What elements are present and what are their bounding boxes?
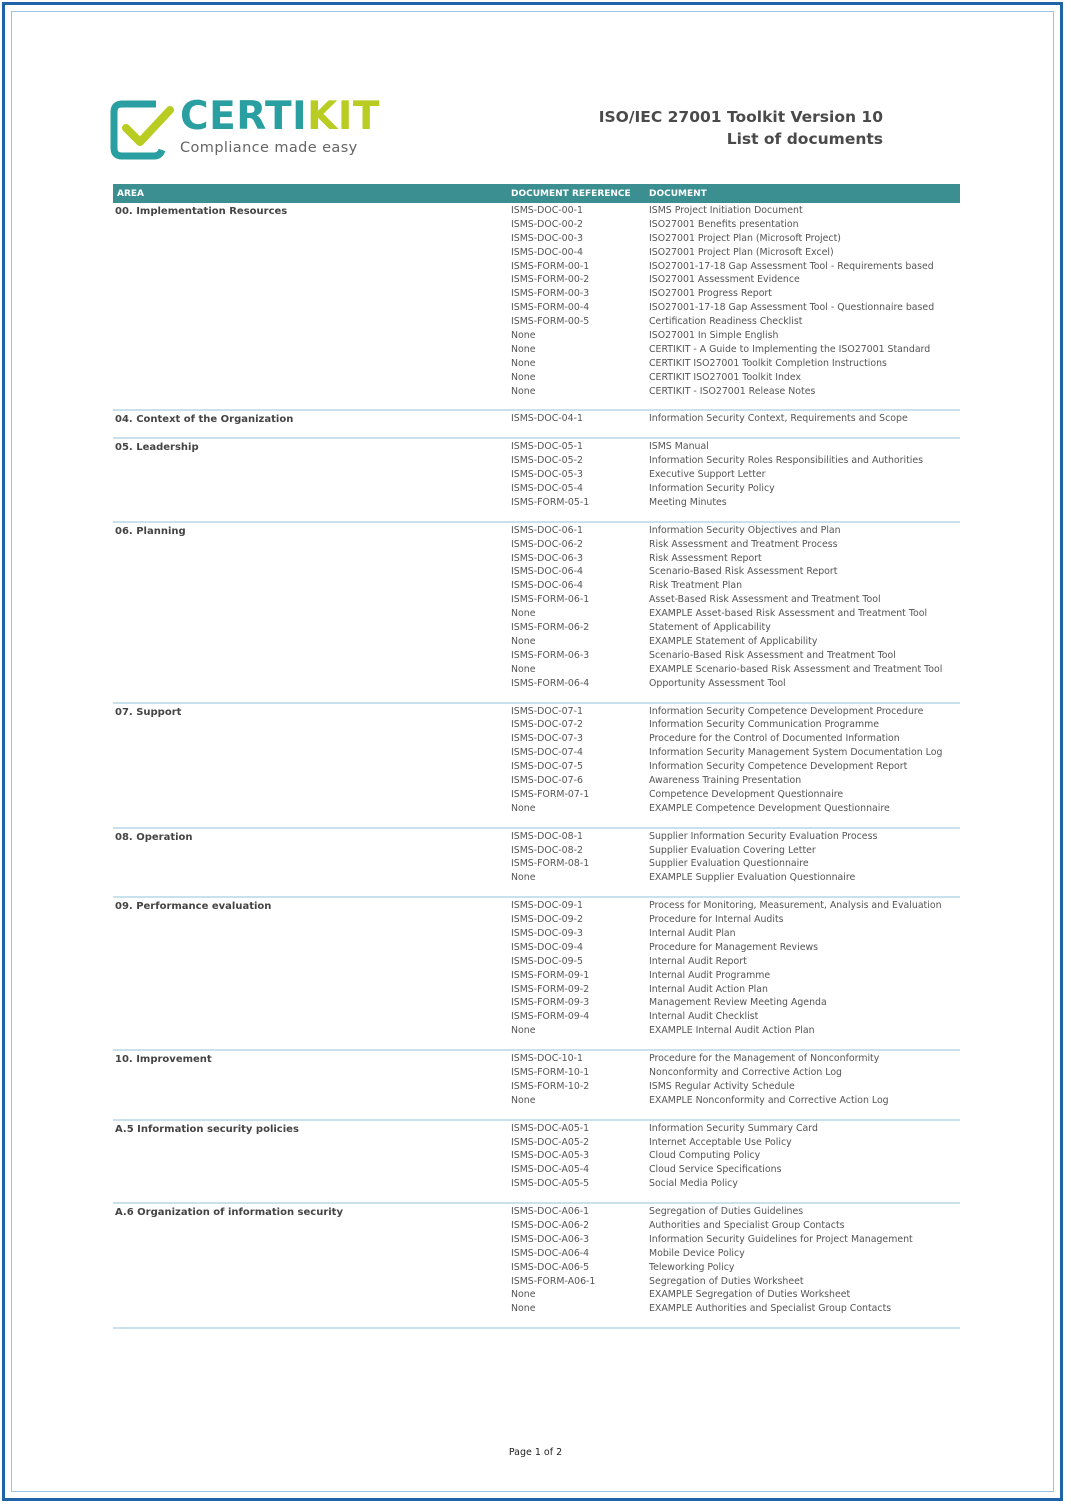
document-name: ISO27001 Project Plan (Microsoft Excel) — [649, 246, 834, 258]
table-row — [511, 372, 960, 386]
table-section — [113, 523, 960, 704]
document-reference: ISMS-DOC-08-2 — [511, 844, 583, 856]
document-name: EXAMPLE Nonconformity and Corrective Action Log — [649, 1094, 889, 1106]
table-row — [511, 1289, 960, 1303]
document-reference: ISMS-FORM-08-1 — [511, 858, 590, 870]
document-name: Risk Assessment and Treatment Process — [649, 538, 838, 550]
document-title-line2: List of documents — [726, 130, 883, 148]
document-name: Information Security Summary Card — [649, 1122, 818, 1134]
document-name: Authorities and Specialist Group Contacts — [649, 1220, 845, 1231]
table-row — [511, 706, 960, 720]
document-name: CERTIKIT - A Guide to Implementing the ISO27001 Standard — [649, 343, 931, 355]
document-name: EXAMPLE Competence Development Questionnaire — [649, 802, 890, 814]
document-name: Information Security Communication Programme — [649, 719, 880, 731]
table-header — [113, 184, 960, 203]
document-name: Information Security Objectives and Plan — [649, 524, 841, 536]
document-name: Cloud Computing Policy — [649, 1150, 761, 1162]
document-reference: ISMS-DOC-07-4 — [511, 747, 583, 759]
table-row — [511, 622, 960, 636]
table-body — [113, 203, 960, 1329]
document-name: Opportunity Assessment Tool — [649, 677, 786, 689]
document-name: ISMS Regular Activity Schedule — [649, 1080, 795, 1092]
table-row — [511, 803, 960, 817]
document-name: Awareness Training Presentation — [649, 774, 802, 786]
certikit-logo — [110, 94, 380, 162]
table-row — [511, 413, 960, 427]
document-name: Information Security Competence Development Report — [649, 761, 908, 773]
document-name: Asset-Based Risk Assessment and Treatment Tool — [649, 594, 881, 606]
document-reference: None — [511, 635, 536, 647]
document-name: EXAMPLE Internal Audit Action Plan — [649, 1025, 815, 1037]
table-row — [511, 344, 960, 358]
table-row — [511, 1123, 960, 1137]
table-row — [511, 928, 960, 942]
table-row — [511, 1178, 960, 1192]
brand-name-accent: KIT — [307, 94, 380, 139]
table-row — [511, 1081, 960, 1095]
table-row — [511, 358, 960, 372]
document-reference: None — [511, 330, 536, 342]
document-reference: ISMS-DOC-A05-4 — [511, 1164, 590, 1176]
document-reference: None — [511, 357, 536, 369]
table-section — [113, 203, 960, 411]
document-name: Procedure for Management Reviews — [649, 941, 819, 953]
table-row — [511, 247, 960, 261]
table-row — [511, 497, 960, 511]
table-row — [511, 1150, 960, 1164]
document-title-line1: ISO/IEC 27001 Toolkit Version 10 — [598, 108, 883, 126]
document-name: Information Security Management System Documentation Log — [649, 747, 943, 759]
table-row — [511, 1053, 960, 1067]
document-reference: ISMS-FORM-09-1 — [511, 969, 590, 981]
table-row — [511, 650, 960, 664]
document-reference: ISMS-DOC-00-2 — [511, 218, 583, 230]
document-reference: ISMS-DOC-A06-3 — [511, 1233, 590, 1245]
document-name: Process for Monitoring, Measurement, Analysis and Evaluation — [649, 900, 942, 912]
document-name: EXAMPLE Asset-based Risk Assessment and Treatment Tool — [649, 608, 928, 620]
table-row — [511, 1067, 960, 1081]
document-name: Social Media Policy — [649, 1178, 738, 1190]
document-reference: ISMS-DOC-A05-5 — [511, 1178, 590, 1190]
table-row — [511, 956, 960, 970]
document-reference: ISMS-DOC-06-3 — [511, 552, 583, 564]
section-area-label: 06. Planning — [115, 525, 186, 537]
document-name: Mobile Device Policy — [649, 1247, 745, 1259]
section-area-label: A.6 Organization of information security — [115, 1207, 343, 1219]
document-reference: ISMS-DOC-05-1 — [511, 441, 583, 453]
table-row — [511, 1011, 960, 1025]
document-reference: ISMS-FORM-09-4 — [511, 1011, 590, 1023]
document-reference: ISMS-DOC-A05-2 — [511, 1136, 590, 1148]
document-reference: ISMS-FORM-10-1 — [511, 1066, 590, 1078]
document-name: Teleworking Policy — [649, 1261, 735, 1273]
document-reference: None — [511, 385, 536, 397]
checkbox-logo-icon — [110, 98, 174, 162]
document-name: Risk Treatment Plan — [649, 580, 743, 592]
document-reference: ISMS-DOC-09-1 — [511, 900, 583, 912]
table-row — [511, 469, 960, 483]
table-row — [511, 441, 960, 455]
documents-table — [113, 184, 960, 1329]
document-name: Competence Development Questionnaire — [649, 788, 844, 800]
section-area-label: 08. Operation — [115, 831, 193, 843]
table-row — [511, 1234, 960, 1248]
document-name: Scenario-Based Risk Assessment and Treatment Tool — [649, 649, 896, 661]
document-reference: ISMS-DOC-07-3 — [511, 733, 583, 745]
document-reference: ISMS-FORM-07-1 — [511, 788, 590, 800]
table-row — [511, 1025, 960, 1039]
document-name: Executive Support Letter — [649, 469, 766, 481]
section-rows — [511, 523, 960, 702]
table-row — [511, 261, 960, 275]
column-header-area: AREA — [117, 189, 145, 199]
section-rows — [511, 1121, 960, 1202]
document-name: Procedure for the Control of Documented Information — [649, 733, 900, 745]
table-row — [511, 274, 960, 288]
table-row — [511, 608, 960, 622]
section-area-label: A.5 Information security policies — [115, 1123, 299, 1135]
document-reference: None — [511, 802, 536, 814]
document-name: Management Review Meeting Agenda — [649, 997, 827, 1009]
table-section — [113, 1121, 960, 1204]
table-row — [511, 455, 960, 469]
document-reference: None — [511, 1303, 536, 1315]
document-name: Cloud Service Specifications — [649, 1164, 782, 1176]
table-row — [511, 761, 960, 775]
document-name: Statement of Applicability — [649, 622, 771, 634]
table-section — [113, 411, 960, 439]
document-reference: ISMS-FORM-A06-1 — [511, 1275, 596, 1287]
table-section — [113, 1051, 960, 1121]
document-reference: ISMS-DOC-05-3 — [511, 469, 583, 481]
table-row — [511, 566, 960, 580]
document-reference: ISMS-DOC-A06-2 — [511, 1220, 590, 1231]
document-reference: None — [511, 1094, 536, 1106]
document-reference: ISMS-FORM-09-3 — [511, 997, 590, 1009]
document-name: Procedure for the Management of Nonconformity — [649, 1053, 880, 1065]
table-row — [511, 970, 960, 984]
table-row — [511, 1303, 960, 1317]
document-name: Scenario-Based Risk Assessment Report — [649, 566, 838, 578]
document-name: ISO27001-17-18 Gap Assessment Tool - Requirements based — [649, 260, 934, 272]
document-reference: ISMS-DOC-09-3 — [511, 927, 583, 939]
table-row — [511, 1220, 960, 1234]
document-name: CERTIKIT ISO27001 Toolkit Index — [649, 371, 802, 383]
section-area-label: 05. Leadership — [115, 442, 199, 454]
table-row — [511, 719, 960, 733]
table-row — [511, 553, 960, 567]
document-reference: ISMS-DOC-06-4 — [511, 580, 583, 592]
brand-name — [180, 94, 380, 139]
table-row — [511, 733, 960, 747]
column-header-document: DOCUMENT — [649, 189, 707, 199]
document-reference: None — [511, 1025, 536, 1037]
document-reference: ISMS-FORM-06-2 — [511, 622, 590, 634]
document-name: Meeting Minutes — [649, 496, 727, 508]
table-row — [511, 1248, 960, 1262]
table-row — [511, 1164, 960, 1178]
table-row — [511, 219, 960, 233]
document-reference: ISMS-DOC-06-2 — [511, 538, 583, 550]
document-name: ISMS Manual — [649, 441, 709, 453]
table-row — [511, 872, 960, 886]
section-rows — [511, 898, 960, 1049]
table-row — [511, 580, 960, 594]
table-section — [113, 704, 960, 829]
table-row — [511, 302, 960, 316]
document-reference: ISMS-FORM-00-4 — [511, 302, 590, 314]
document-reference: ISMS-DOC-00-1 — [511, 205, 583, 216]
page-number: Page 1 of 2 — [508, 1447, 563, 1458]
document-reference: ISMS-DOC-06-1 — [511, 524, 583, 536]
table-section — [113, 1204, 960, 1329]
document-name: Segregation of Duties Worksheet — [649, 1275, 804, 1287]
document-reference: ISMS-FORM-05-1 — [511, 496, 590, 508]
table-row — [511, 1206, 960, 1220]
document-name: ISO27001 Benefits presentation — [649, 218, 799, 230]
section-rows — [511, 829, 960, 897]
document-name: Information Security Context, Requirements and Scope — [649, 413, 908, 425]
document-name: Procedure for Internal Audits — [649, 914, 784, 926]
document-reference: ISMS-DOC-A05-1 — [511, 1122, 590, 1134]
document-name: ISO27001 Project Plan (Microsoft Project) — [649, 232, 841, 244]
document-reference: ISMS-DOC-A06-4 — [511, 1247, 590, 1259]
table-section — [113, 439, 960, 522]
document-name: ISO27001 Progress Report — [649, 288, 772, 300]
document-reference: ISMS-DOC-A05-3 — [511, 1150, 590, 1162]
document-name: ISO27001 In Simple English — [649, 330, 779, 342]
document-name: EXAMPLE Scenario-based Risk Assessment and Treatment Tool — [649, 663, 943, 675]
document-name: Supplier Evaluation Questionnaire — [649, 858, 809, 870]
section-rows — [511, 439, 960, 520]
document-reference: None — [511, 608, 536, 620]
table-row — [511, 330, 960, 344]
document-name: EXAMPLE Statement of Applicability — [649, 635, 818, 647]
document-reference: ISMS-DOC-08-1 — [511, 830, 583, 842]
section-rows — [511, 704, 960, 827]
table-row — [511, 483, 960, 497]
document-reference: ISMS-DOC-00-3 — [511, 232, 583, 244]
document-reference: ISMS-FORM-00-1 — [511, 260, 590, 272]
table-row — [511, 789, 960, 803]
document-reference: None — [511, 343, 536, 355]
table-row — [511, 900, 960, 914]
document-name: Supplier Information Security Evaluation Process — [649, 830, 878, 842]
document-reference: ISMS-FORM-06-4 — [511, 677, 590, 689]
document-reference: ISMS-DOC-07-1 — [511, 705, 583, 717]
document-reference: ISMS-FORM-00-2 — [511, 274, 590, 286]
document-reference: ISMS-FORM-00-3 — [511, 288, 590, 300]
column-header-reference: DOCUMENT REFERENCE — [511, 189, 631, 199]
table-row — [511, 386, 960, 400]
document-name: Information Security Policy — [649, 483, 775, 495]
document-name: Internet Acceptable Use Policy — [649, 1136, 792, 1148]
table-row — [511, 288, 960, 302]
document-reference: ISMS-DOC-05-2 — [511, 455, 583, 467]
brand-tagline: Compliance made easy — [180, 140, 358, 156]
section-area-label: 10. Improvement — [115, 1054, 212, 1066]
section-rows — [511, 1051, 960, 1119]
table-row — [511, 678, 960, 692]
document-name: ISMS Project Initiation Document — [649, 205, 803, 216]
document-title — [599, 106, 883, 150]
document-reference: None — [511, 1289, 536, 1301]
table-row — [511, 845, 960, 859]
document-reference: None — [511, 872, 536, 884]
section-area-label: 00. Implementation Resources — [115, 206, 288, 217]
section-area-label: 04. Context of the Organization — [115, 414, 294, 426]
document-reference: ISMS-DOC-06-4 — [511, 566, 583, 578]
document-name: Information Security Competence Development Procedure — [649, 705, 924, 717]
table-row — [511, 858, 960, 872]
document-name: ISO27001 Assessment Evidence — [649, 274, 800, 286]
table-section — [113, 829, 960, 899]
document-reference: ISMS-DOC-A06-5 — [511, 1261, 590, 1273]
table-row — [511, 831, 960, 845]
table-row — [511, 775, 960, 789]
document-name: EXAMPLE Segregation of Duties Worksheet — [649, 1289, 851, 1301]
document-name: Information Security Guidelines for Project Management — [649, 1233, 913, 1245]
table-section — [113, 898, 960, 1051]
document-name: Internal Audit Action Plan — [649, 983, 768, 995]
table-row — [511, 942, 960, 956]
document-reference: ISMS-DOC-09-5 — [511, 955, 583, 967]
table-row — [511, 1095, 960, 1109]
table-row — [511, 664, 960, 678]
table-row — [511, 914, 960, 928]
document-name: Segregation of Duties Guidelines — [649, 1206, 804, 1218]
document-reference: ISMS-DOC-04-1 — [511, 413, 583, 425]
document-name: CERTIKIT - ISO27001 Release Notes — [649, 385, 816, 397]
document-reference: ISMS-DOC-09-2 — [511, 914, 583, 926]
document-name: Internal Audit Plan — [649, 927, 736, 939]
table-row — [511, 594, 960, 608]
section-rows — [511, 411, 960, 437]
document-name: ISO27001-17-18 Gap Assessment Tool - Questionnaire based — [649, 302, 935, 314]
document-reference: ISMS-DOC-07-2 — [511, 719, 583, 731]
document-reference: None — [511, 371, 536, 383]
document-name: EXAMPLE Authorities and Specialist Group Contacts — [649, 1303, 892, 1315]
document-name: Nonconformity and Corrective Action Log — [649, 1066, 843, 1078]
document-reference: ISMS-DOC-07-6 — [511, 774, 583, 786]
document-reference: ISMS-DOC-A06-1 — [511, 1206, 590, 1218]
document-name: Supplier Evaluation Covering Letter — [649, 844, 816, 856]
document-name: Risk Assessment Report — [649, 552, 762, 564]
document-name: Internal Audit Report — [649, 955, 747, 967]
table-row — [511, 316, 960, 330]
section-area-label: 09. Performance evaluation — [115, 901, 272, 913]
table-row — [511, 205, 960, 219]
document-reference: ISMS-FORM-10-2 — [511, 1080, 590, 1092]
document-reference: ISMS-FORM-09-2 — [511, 983, 590, 995]
table-row — [511, 1276, 960, 1290]
document-reference: ISMS-DOC-07-5 — [511, 761, 583, 773]
table-row — [511, 747, 960, 761]
document-reference: ISMS-FORM-00-5 — [511, 316, 590, 328]
table-row — [511, 636, 960, 650]
document-reference: ISMS-DOC-00-4 — [511, 246, 583, 258]
section-rows — [511, 1204, 960, 1327]
table-row — [511, 539, 960, 553]
table-row — [511, 233, 960, 247]
table-row — [511, 997, 960, 1011]
table-row — [511, 1137, 960, 1151]
document-reference: ISMS-DOC-05-4 — [511, 483, 583, 495]
table-row — [511, 1262, 960, 1276]
table-row — [511, 525, 960, 539]
document-name: EXAMPLE Supplier Evaluation Questionnaire — [649, 872, 856, 884]
document-name: Internal Audit Checklist — [649, 1011, 759, 1023]
document-reference: ISMS-DOC-09-4 — [511, 941, 583, 953]
document-reference: None — [511, 663, 536, 675]
document-name: Certification Readiness Checklist — [649, 316, 803, 328]
table-row — [511, 984, 960, 998]
document-reference: ISMS-DOC-10-1 — [511, 1053, 583, 1065]
document-name: CERTIKIT ISO27001 Toolkit Completion Instructions — [649, 357, 887, 369]
document-name: Internal Audit Programme — [649, 969, 771, 981]
document-name: Information Security Roles Responsibilities and Authorities — [649, 455, 924, 467]
document-reference: ISMS-FORM-06-1 — [511, 594, 590, 606]
section-rows — [511, 203, 960, 409]
document-reference: ISMS-FORM-06-3 — [511, 649, 590, 661]
brand-name-main: CERTI — [180, 94, 308, 139]
section-area-label: 07. Support — [115, 706, 182, 718]
